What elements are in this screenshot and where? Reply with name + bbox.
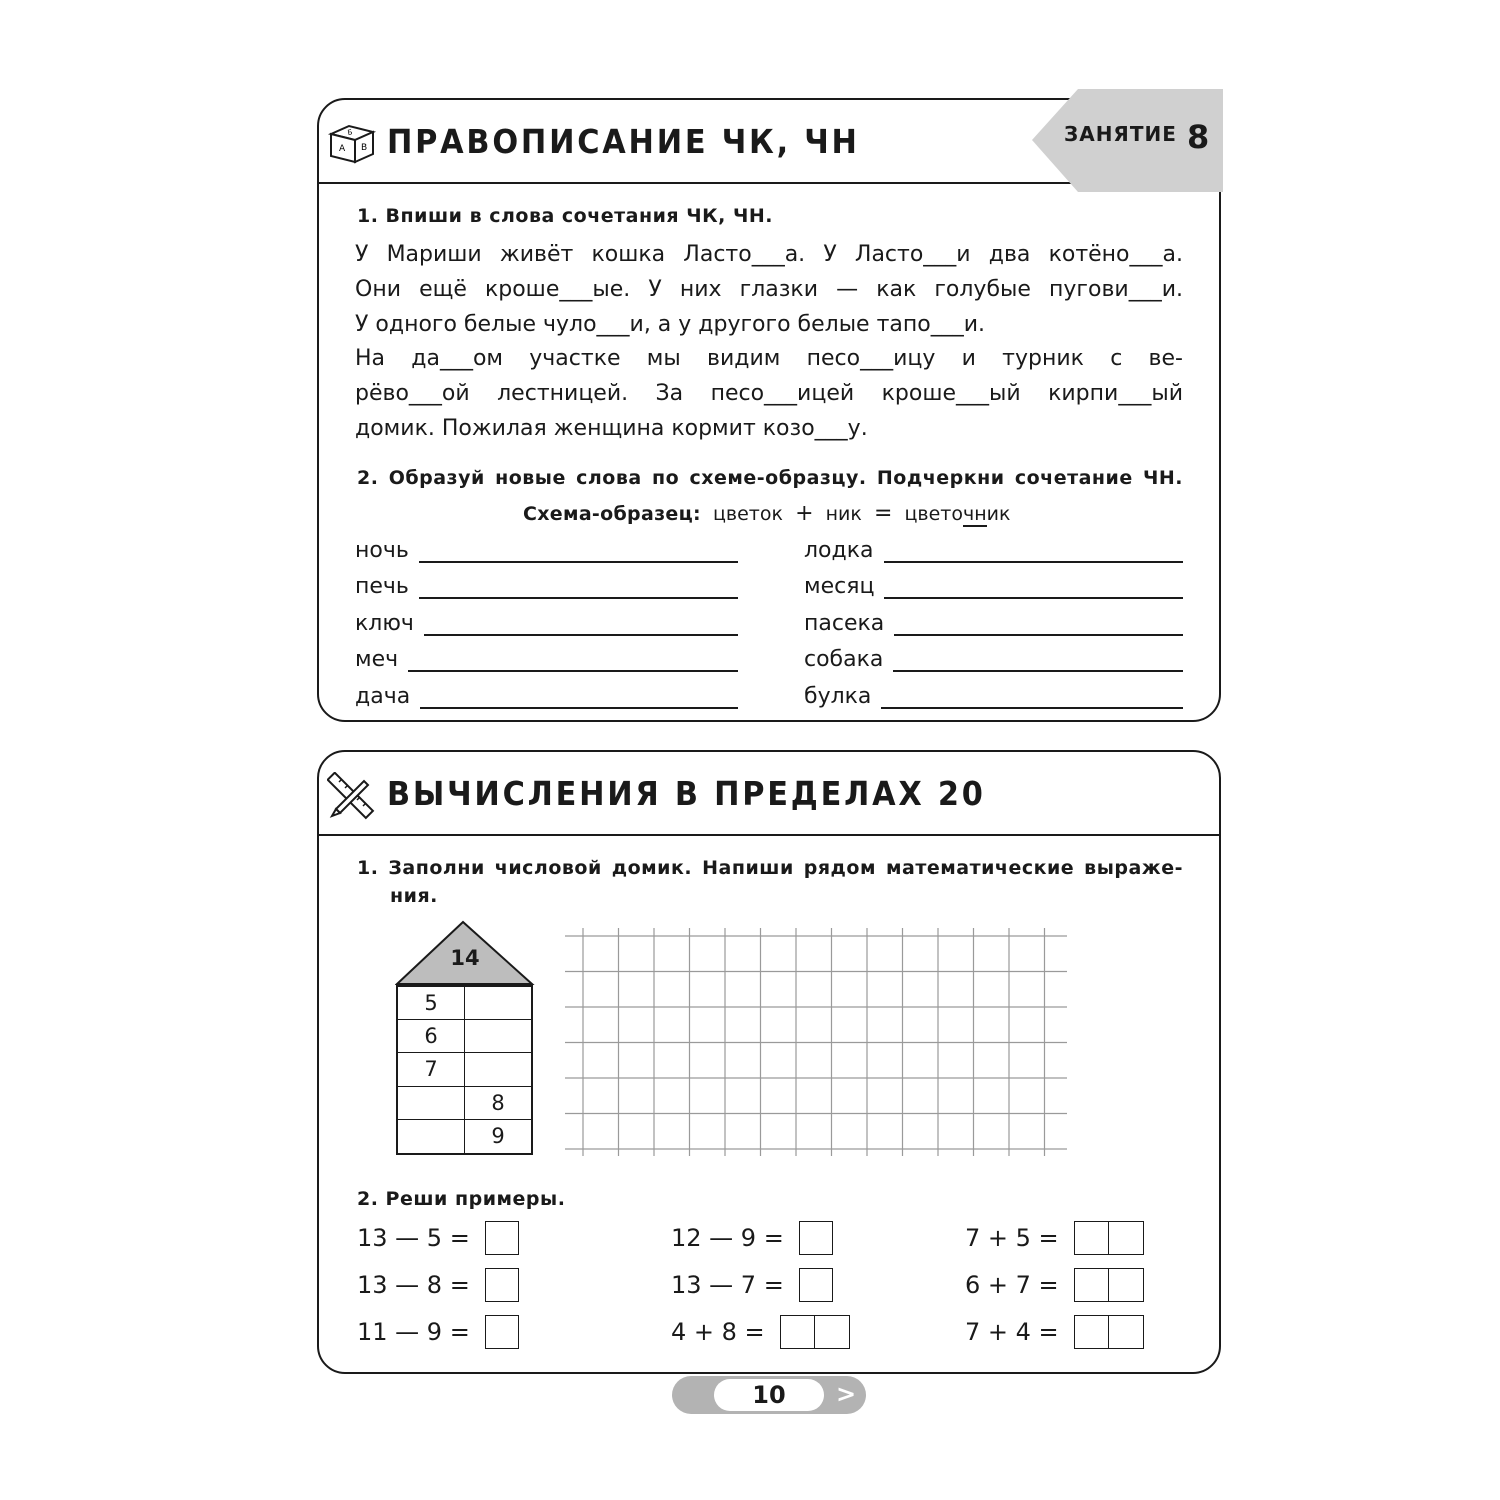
word-row: лодка bbox=[804, 533, 1183, 563]
svg-text:Б: Б bbox=[346, 128, 354, 137]
svg-text:В: В bbox=[361, 143, 368, 153]
house-cell: 7 bbox=[398, 1053, 465, 1086]
word-row: собака bbox=[804, 642, 1183, 672]
section-header bbox=[319, 752, 1219, 836]
underlined-chn: чн bbox=[962, 503, 987, 525]
task-1-heading: 1. Заполни числовой домик. Напиши рядом математические выраже- bbox=[357, 857, 1183, 879]
schema-label: Схема-образец: bbox=[523, 503, 701, 525]
text-line: рёво___ой лестницей. За песо___ицей кроше___ый кирпи___ый bbox=[355, 381, 1183, 407]
house-cell[interactable] bbox=[465, 1053, 531, 1086]
answer-line[interactable] bbox=[424, 612, 738, 636]
lesson-label: ЗАНЯТИЕ bbox=[1064, 122, 1177, 146]
alphabet-cube-icon bbox=[327, 120, 377, 166]
example: 12 — 9 = bbox=[671, 1221, 833, 1255]
text-line: Они ещё кроше___ые. У них глазки — как голубые пугови___и. bbox=[355, 276, 1183, 302]
word-row: булка bbox=[804, 679, 1183, 709]
schema-suffix: ник bbox=[825, 503, 862, 525]
word-row: ночь bbox=[355, 533, 738, 563]
task-1-heading-cont: ния. bbox=[390, 885, 438, 907]
next-page-arrow-icon[interactable]: > bbox=[836, 1380, 857, 1408]
answer-line[interactable] bbox=[420, 685, 738, 709]
example: 13 — 7 = bbox=[671, 1268, 833, 1302]
answer-line[interactable] bbox=[884, 539, 1183, 563]
pencil-ruler-icon bbox=[327, 772, 375, 820]
house-cell: 5 bbox=[398, 987, 465, 1020]
answer-box-double[interactable] bbox=[1074, 1315, 1144, 1349]
house-cell[interactable] bbox=[465, 1020, 531, 1053]
answer-line[interactable] bbox=[884, 575, 1183, 599]
word-row: печь bbox=[355, 569, 738, 599]
house-body bbox=[396, 985, 533, 1155]
text-line: домик. Пожилая женщина кормит козо___у. bbox=[355, 415, 868, 441]
example: 11 — 9 = bbox=[357, 1315, 519, 1349]
schema-result: цветочник bbox=[904, 503, 1011, 525]
answer-box-double[interactable] bbox=[1074, 1221, 1144, 1255]
answer-box[interactable] bbox=[799, 1268, 833, 1302]
task-2-heading: 2. Образуй новые слова по схеме-образцу. Подчеркни сочетание ЧН. bbox=[357, 467, 1183, 489]
house-cell[interactable] bbox=[398, 1087, 465, 1120]
answer-line[interactable] bbox=[419, 539, 738, 563]
house-cell: 6 bbox=[398, 1020, 465, 1053]
schema-word: цветок bbox=[712, 503, 783, 525]
example: 6 + 7 = bbox=[965, 1268, 1144, 1302]
house-roof-number: 14 bbox=[450, 946, 480, 970]
answer-box[interactable] bbox=[485, 1221, 519, 1255]
answer-box-double[interactable] bbox=[780, 1315, 850, 1349]
answer-box-double[interactable] bbox=[1074, 1268, 1144, 1302]
svg-text:А: А bbox=[339, 144, 346, 154]
example: 7 + 5 = bbox=[965, 1221, 1144, 1255]
example: 13 — 8 = bbox=[357, 1268, 519, 1302]
word-row: ключ bbox=[355, 606, 738, 636]
house-cell: 9 bbox=[491, 1123, 505, 1148]
word-row: меч bbox=[355, 642, 738, 672]
text-line: У Мариши живёт кошка Ласто___а. У Ласто___и два котёно___а. bbox=[355, 242, 1183, 267]
answer-box[interactable] bbox=[485, 1268, 519, 1302]
word-row: месяц bbox=[804, 569, 1183, 599]
section-title: ВЫЧИСЛЕНИЯ В ПРЕДЕЛАХ 20 bbox=[387, 774, 986, 813]
text-line: На да___ом участке мы видим песо___ицу и турник с ве- bbox=[355, 346, 1183, 372]
word-row: дача bbox=[355, 679, 738, 709]
word-row: пасека bbox=[804, 606, 1183, 636]
task-1-heading: 1. Впиши в слова сочетания ЧК, ЧН. bbox=[357, 205, 773, 227]
answer-line[interactable] bbox=[881, 685, 1183, 709]
section-title: ПРАВОПИСАНИЕ ЧК, ЧН bbox=[387, 122, 860, 161]
house-cell[interactable] bbox=[398, 1120, 465, 1153]
example: 7 + 4 = bbox=[965, 1315, 1144, 1349]
house-cell[interactable] bbox=[465, 987, 531, 1020]
answer-box[interactable] bbox=[485, 1315, 519, 1349]
task-2-heading: 2. Реши примеры. bbox=[357, 1188, 566, 1210]
task-1-text bbox=[355, 238, 1183, 447]
schema-example bbox=[523, 501, 1010, 526]
example: 13 — 5 = bbox=[357, 1221, 519, 1255]
answer-line[interactable] bbox=[894, 612, 1183, 636]
schema-plus: + bbox=[795, 501, 814, 526]
schema-equals: = bbox=[873, 501, 893, 526]
writing-grid[interactable] bbox=[565, 928, 1067, 1156]
answer-box[interactable] bbox=[799, 1221, 833, 1255]
example: 4 + 8 = bbox=[671, 1315, 850, 1349]
answer-line[interactable] bbox=[893, 648, 1183, 672]
answer-line[interactable] bbox=[419, 575, 738, 599]
text-line: У одного белые чуло___и, а у другого белые тапо___и. bbox=[355, 311, 986, 337]
house-cell: 8 bbox=[465, 1087, 531, 1120]
lesson-number: 8 bbox=[1187, 118, 1210, 156]
answer-line[interactable] bbox=[408, 648, 738, 672]
page-number: 10 bbox=[714, 1379, 824, 1411]
